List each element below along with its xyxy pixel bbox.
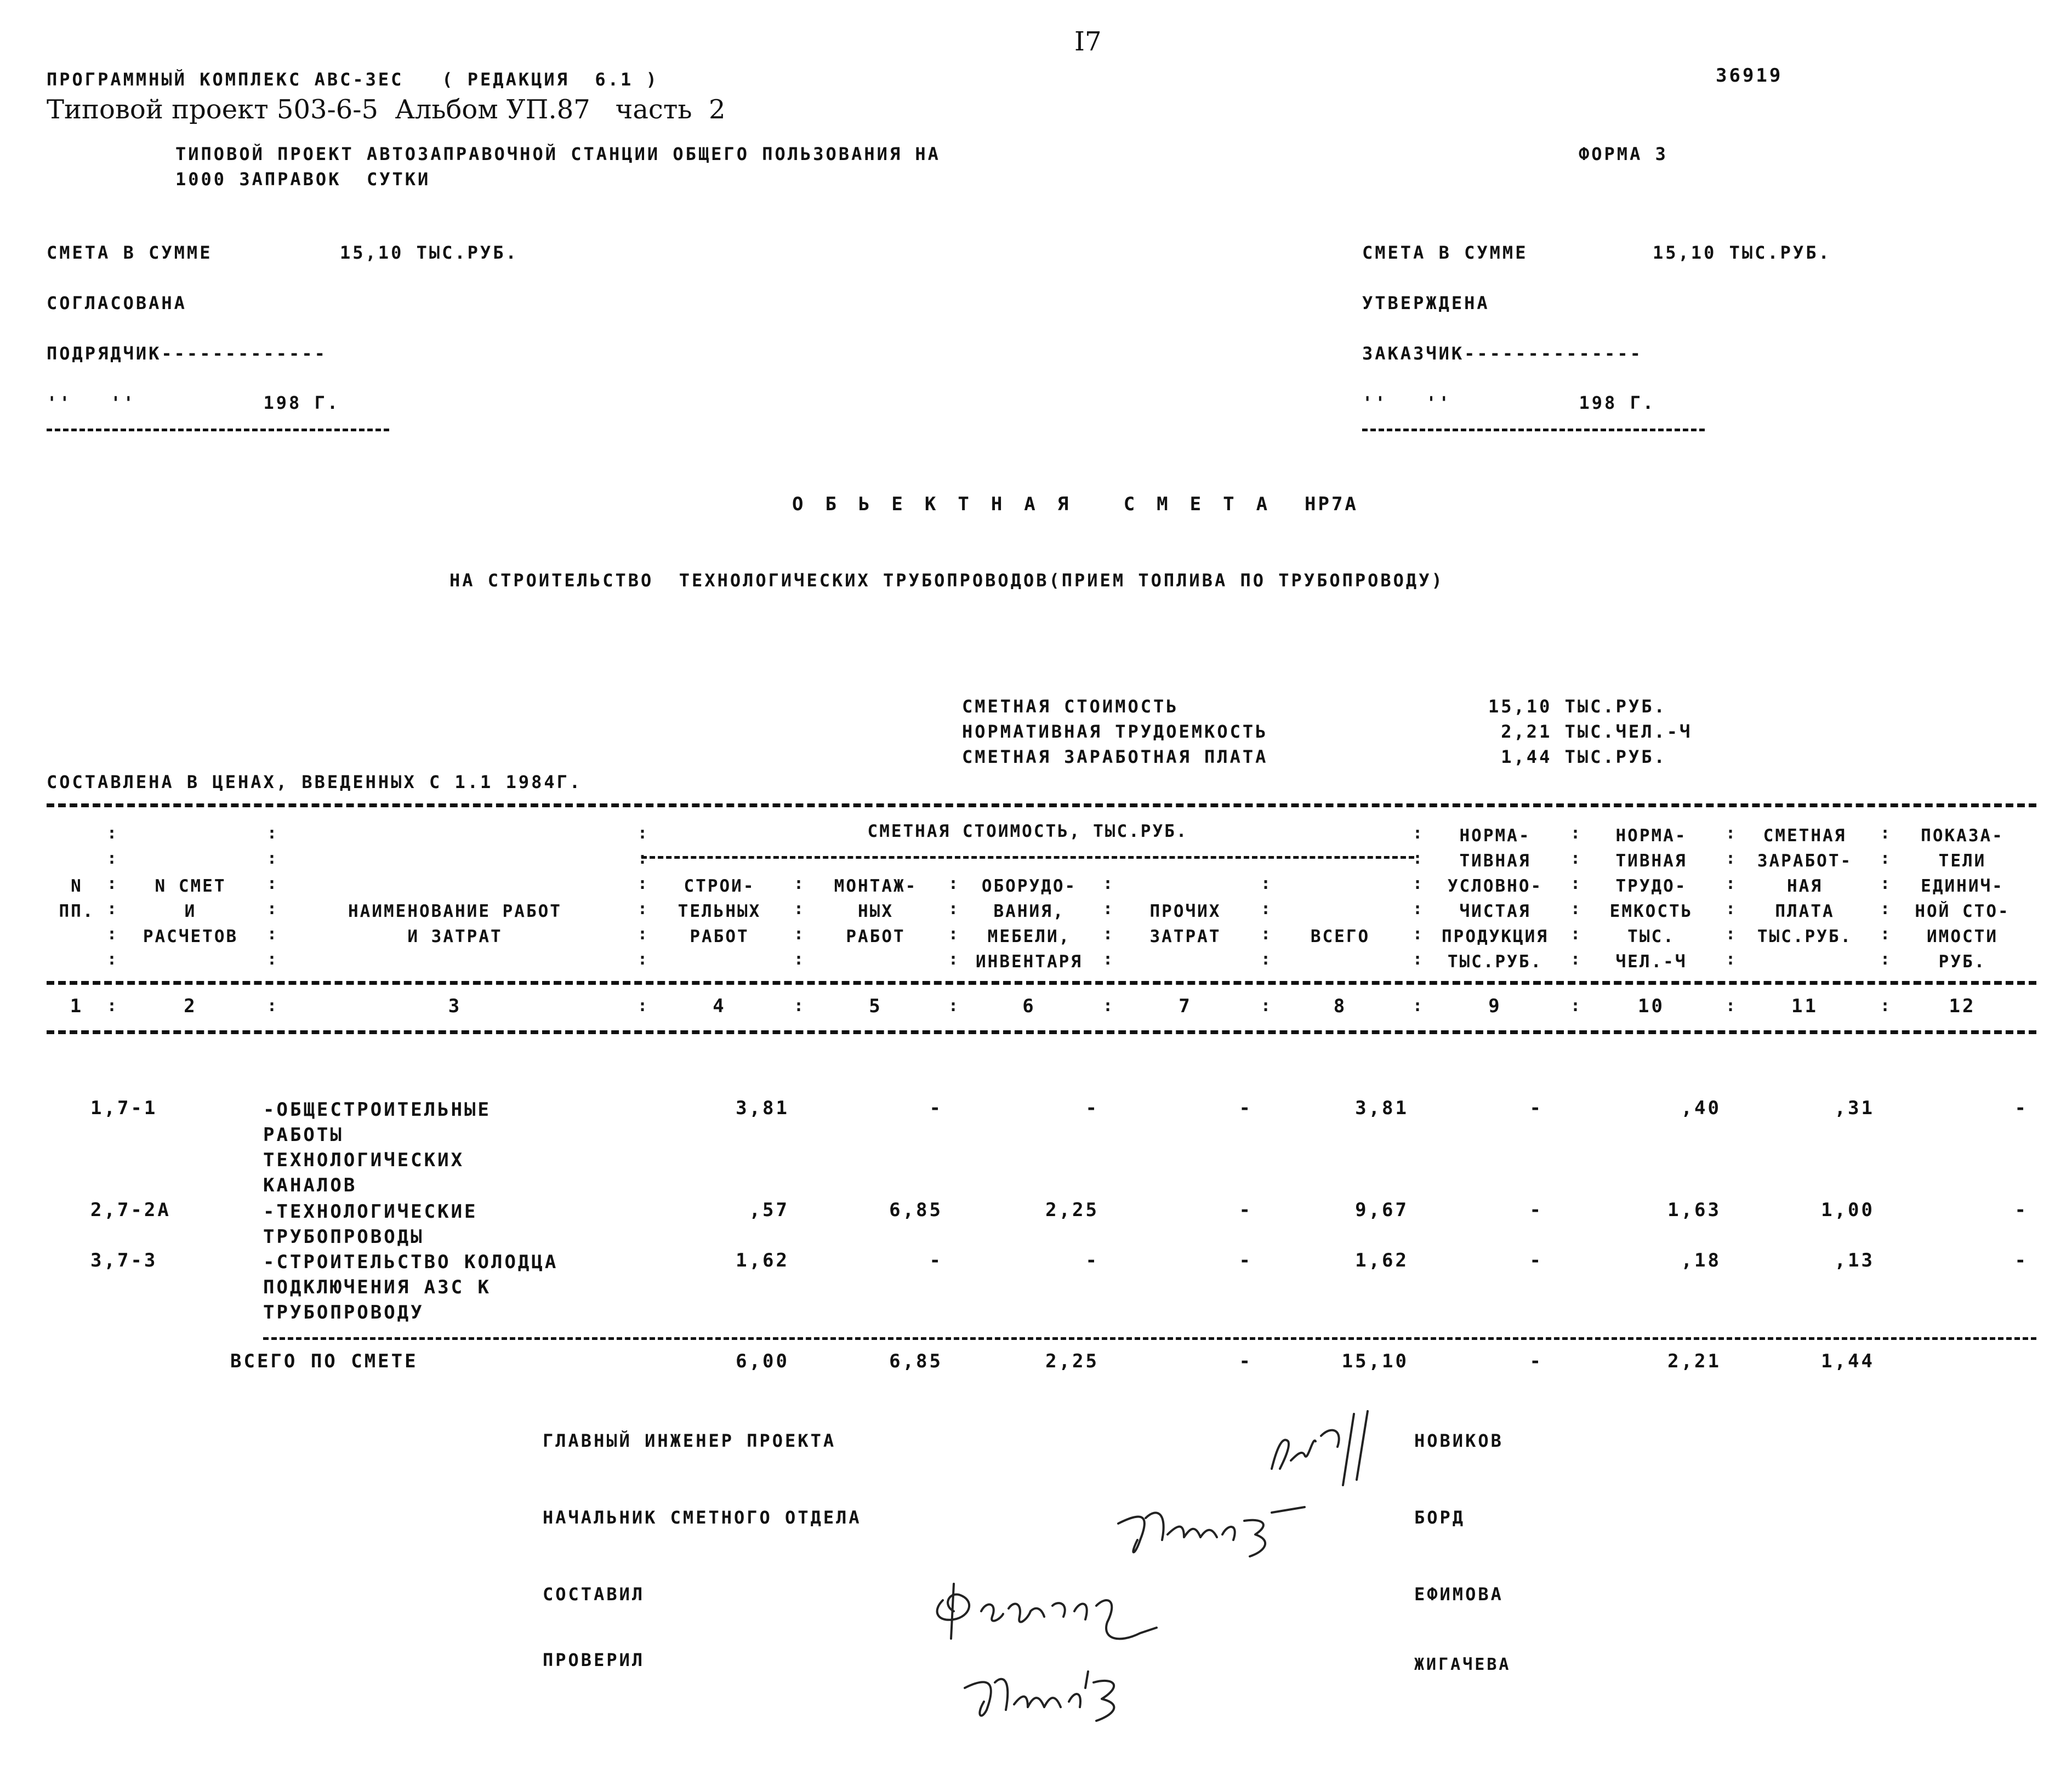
- header-bottom-rule: [47, 981, 2036, 985]
- col-number-sep-8: :: [1413, 996, 1425, 1015]
- row-3-net-product: -: [1529, 1250, 1543, 1271]
- left-sum-label: СМЕТА В СУММЕ: [47, 242, 213, 263]
- col-separator-9: : : : : : :: [1570, 824, 1583, 969]
- header-col-8: ВСЕГО: [1310, 927, 1370, 946]
- header-col-3: НАИМЕНОВАНИЕ РАБОТ И ЗАТРАТ: [348, 902, 562, 946]
- header-col-5: МОНТАЖ- НЫХ РАБОТ: [834, 876, 918, 946]
- group-header-rule: [641, 856, 1414, 859]
- header-col-9: НОРМА- ТИВНАЯ УСЛОВНО- ЧИСТАЯ ПРОДУКЦИЯ ТЫС.РУБ.: [1442, 826, 1549, 972]
- header-col-7: ПРОЧИХ ЗАТРАТ: [1149, 902, 1221, 946]
- handwritten-signature-chief-engineer: [1261, 1403, 1425, 1496]
- col-number-10: 10: [1638, 995, 1665, 1017]
- row-1-equipment: -: [1085, 1097, 1099, 1119]
- signature-role-chief-engineer: ГЛАВНЫЙ ИНЖЕНЕР ПРОЕКТА: [543, 1430, 836, 1451]
- col-number-11: 11: [1791, 995, 1818, 1017]
- row-2-name: -ТЕХНОЛОГИЧЕСКИЕ ТРУБОПРОВОДЫ: [263, 1201, 478, 1248]
- col-separator-6: : : : :: [1103, 874, 1115, 969]
- col-separator-8: : : : : : :: [1413, 824, 1425, 969]
- form-label: ФОРМА 3: [1579, 144, 1668, 164]
- col-number-sep-1: :: [107, 996, 119, 1015]
- col-separator-4: : : : :: [794, 874, 806, 969]
- right-sum-value: 15,10 ТЫС.РУБ.: [1653, 242, 1831, 263]
- row-3-other: -: [1239, 1250, 1253, 1271]
- total-construction: 6,00: [736, 1350, 789, 1372]
- left-status: СОГЛАСОВАНА: [47, 293, 187, 313]
- col-number-12: 12: [1949, 995, 1976, 1017]
- row-2-net-product: -: [1529, 1199, 1543, 1221]
- summary-value-wages: 1,44 ТЫС.РУБ.: [1488, 746, 1667, 767]
- row-2-equipment: 2,25: [1045, 1199, 1099, 1221]
- row-1-construction: 3,81: [736, 1097, 789, 1119]
- row-2-labor: 1,63: [1667, 1199, 1721, 1221]
- document-subtitle: НА СТРОИТЕЛЬСТВО ТЕХНОЛОГИЧЕСКИХ ТРУБОПРОВОДОВ(ПРИЕМ ТОПЛИВА ПО ТРУБОПРОВОДУ): [449, 570, 1444, 591]
- total-net-product: -: [1529, 1350, 1543, 1372]
- col-number-sep-4: :: [794, 996, 806, 1015]
- document-title: ОБЬЕКТНАЯ СМЕТА: [792, 493, 1290, 515]
- row-3-total: 1,62: [1355, 1250, 1409, 1271]
- row-2-wages: 1,00: [1821, 1199, 1875, 1221]
- col-number-sep-2: :: [267, 996, 280, 1015]
- row-3-labor: ,18: [1681, 1250, 1721, 1271]
- row-3-equipment: -: [1085, 1250, 1099, 1271]
- col-separator-10: : : : : : :: [1726, 824, 1738, 969]
- right-date: '' '' 198 Г.: [1362, 392, 1656, 413]
- col-separator-11: : : : : : :: [1880, 824, 1893, 969]
- total-labor: 2,21: [1667, 1350, 1721, 1372]
- col-number-7: 7: [1179, 995, 1192, 1017]
- header-col-1: N ПП.: [59, 876, 95, 921]
- right-date-underline: [1362, 429, 1705, 431]
- row-2-other: -: [1239, 1199, 1253, 1221]
- left-party: ПОДРЯДЧИК-------------: [47, 343, 327, 364]
- row-2-construction: ,57: [749, 1199, 789, 1221]
- header-col-4: СТРОИ- ТЕЛЬНЫХ РАБОТ: [678, 876, 761, 946]
- col-number-8: 8: [1333, 995, 1347, 1017]
- total-rule: [263, 1337, 2036, 1340]
- header-col-2: N СМЕТ И РАСЧЕТОВ: [143, 876, 238, 946]
- handwritten-signature-compiled-by: [921, 1567, 1184, 1661]
- row-1-other: -: [1239, 1097, 1253, 1119]
- header-col-6: ОБОРУДО- ВАНИЯ, МЕБЕЛИ, ИНВЕНТАРЯ: [976, 876, 1083, 972]
- row-2-installation: 6,85: [889, 1199, 943, 1221]
- page-number: I7: [1074, 26, 1102, 57]
- row-3-number: 3,7-3: [90, 1250, 158, 1271]
- summary-label-cost: СМЕТНАЯ СТОИМОСТЬ: [962, 696, 1179, 717]
- title-line-2: 1000 ЗАПРАВОК СУТКИ: [175, 169, 431, 190]
- signature-name-compiled-by: ЕФИМОВА: [1414, 1584, 1504, 1605]
- col-number-sep-9: :: [1570, 996, 1583, 1015]
- row-1-labor: ,40: [1681, 1097, 1721, 1119]
- summary-label-wages: СМЕТНАЯ ЗАРАБОТНАЯ ПЛАТА: [962, 746, 1268, 767]
- header-col-10: НОРМА- ТИВНАЯ ТРУДО- ЕМКОСТЬ ТЫС. ЧЕЛ.-Ч: [1609, 826, 1693, 972]
- summary-value-labor: 2,21 ТЫС.ЧЕЛ.-Ч: [1488, 721, 1693, 742]
- signature-name-chief-engineer: НОВИКОВ: [1414, 1430, 1504, 1451]
- col-number-4: 4: [713, 995, 726, 1017]
- row-3-construction: 1,62: [736, 1250, 789, 1271]
- row-3-installation: -: [929, 1250, 943, 1271]
- row-1-net-product: -: [1529, 1097, 1543, 1119]
- row-1-installation: -: [929, 1097, 943, 1119]
- col-number-sep-6: :: [1103, 996, 1115, 1015]
- col-number-sep-11: :: [1880, 996, 1893, 1015]
- row-1-total: 3,81: [1355, 1097, 1409, 1119]
- document-code: 36919: [1716, 65, 1783, 87]
- handwritten-signature-estimates-head: [1107, 1491, 1316, 1573]
- right-sum-label: СМЕТА В СУММЕ: [1362, 242, 1528, 263]
- col-number-sep-5: :: [948, 996, 961, 1015]
- header-col-12: ПОКАЗА- ТЕЛИ ЕДИНИЧ- НОЙ СТО- ИМОСТИ РУБ.: [1915, 826, 2010, 972]
- row-2-number: 2,7-2А: [90, 1199, 171, 1221]
- col-separator-2: : : : : : :: [267, 824, 280, 969]
- col-number-9: 9: [1488, 995, 1502, 1017]
- handwritten-signature-checked-by: [948, 1650, 1179, 1732]
- summary-label-labor: НОРМАТИВНАЯ ТРУДОЕМКОСТЬ: [962, 721, 1268, 742]
- signature-name-checked-by: ЖИГАЧЕВА: [1414, 1655, 1511, 1674]
- project-line: Типовой проект 503-6-5 Альбом УП.87 часть 2: [47, 94, 726, 125]
- col-number-sep-3: :: [637, 996, 650, 1015]
- left-date: '' '' 198 Г.: [47, 392, 340, 413]
- row-2-unit-cost: -: [2014, 1199, 2028, 1221]
- row-1-unit-cost: -: [2014, 1097, 2028, 1119]
- total-label: ВСЕГО ПО СМЕТЕ: [230, 1350, 418, 1372]
- col-separator-1: : : : : : :: [107, 824, 119, 969]
- signature-role-compiled-by: СОСТАВИЛ: [543, 1584, 645, 1605]
- total-equipment: 2,25: [1045, 1350, 1099, 1372]
- col-number-5: 5: [869, 995, 883, 1017]
- column-numbers-rule: [47, 1030, 2036, 1034]
- header-group-cost: СМЕТНАЯ СТОИМОСТЬ, ТЫС.РУБ.: [867, 821, 1188, 841]
- col-number-sep-10: :: [1726, 996, 1738, 1015]
- total-wages: 1,44: [1821, 1350, 1875, 1372]
- col-number-3: 3: [448, 995, 462, 1017]
- row-3-wages: ,13: [1834, 1250, 1875, 1271]
- table-top-rule: [47, 803, 2036, 807]
- row-3-unit-cost: -: [2014, 1250, 2028, 1271]
- right-status: УТВЕРЖДЕНА: [1362, 293, 1490, 313]
- col-number-sep-7: :: [1261, 996, 1273, 1015]
- row-1-number: 1,7-1: [90, 1097, 158, 1119]
- total-other: -: [1239, 1350, 1253, 1372]
- col-number-1: 1: [70, 995, 84, 1017]
- col-number-6: 6: [1022, 995, 1036, 1017]
- header-col-11: СМЕТНАЯ ЗАРАБОТ- НАЯ ПЛАТА ТЫС.РУБ.: [1757, 826, 1853, 946]
- row-2-total: 9,67: [1355, 1199, 1409, 1221]
- total-installation: 6,85: [889, 1350, 943, 1372]
- col-separator-7: : : : :: [1261, 874, 1273, 969]
- program-line: ПРОГРАММНЫЙ КОМПЛЕКС АВС-ЗЕС ( РЕДАКЦИЯ 6.1 ): [47, 69, 659, 90]
- col-number-2: 2: [184, 995, 197, 1017]
- signature-role-estimates-head: НАЧАЛЬНИК СМЕТНОГО ОТДЕЛА: [543, 1507, 862, 1528]
- document-title-code: НР7А: [1305, 493, 1358, 515]
- signature-name-estimates-head: БОРД: [1414, 1507, 1466, 1528]
- left-date-underline: [47, 429, 389, 431]
- col-separator-3: : : : : : :: [637, 824, 650, 969]
- right-party: ЗАКАЗЧИК--------------: [1362, 343, 1643, 364]
- row-1-name: -ОБЩЕСТРОИТЕЛЬНЫЕ РАБОТЫ ТЕХНОЛОГИЧЕСКИХ КАНАЛОВ: [263, 1099, 491, 1196]
- total-total: 15,10: [1341, 1350, 1409, 1372]
- row-3-name: -СТРОИТЕЛЬСТВО КОЛОДЦА ПОДКЛЮЧЕНИЯ АЗС К ТРУБОПРОВОДУ: [263, 1251, 559, 1323]
- left-sum-value: 15,10 ТЫС.РУБ.: [340, 242, 519, 263]
- title-line-1: ТИПОВОЙ ПРОЕКТ АВТОЗАПРАВОЧНОЙ СТАНЦИИ ОБЩЕГО ПОЛЬЗОВАНИЯ НА: [175, 144, 941, 164]
- signature-role-checked-by: ПРОВЕРИЛ: [543, 1650, 645, 1670]
- prices-note: СОСТАВЛЕНА В ЦЕНАХ, ВВЕДЕННЫХ С 1.1 1984Г.: [47, 772, 583, 792]
- col-separator-5: : : : :: [948, 874, 961, 969]
- row-1-wages: ,31: [1834, 1097, 1875, 1119]
- summary-value-cost: 15,10 ТЫС.РУБ.: [1488, 696, 1667, 717]
